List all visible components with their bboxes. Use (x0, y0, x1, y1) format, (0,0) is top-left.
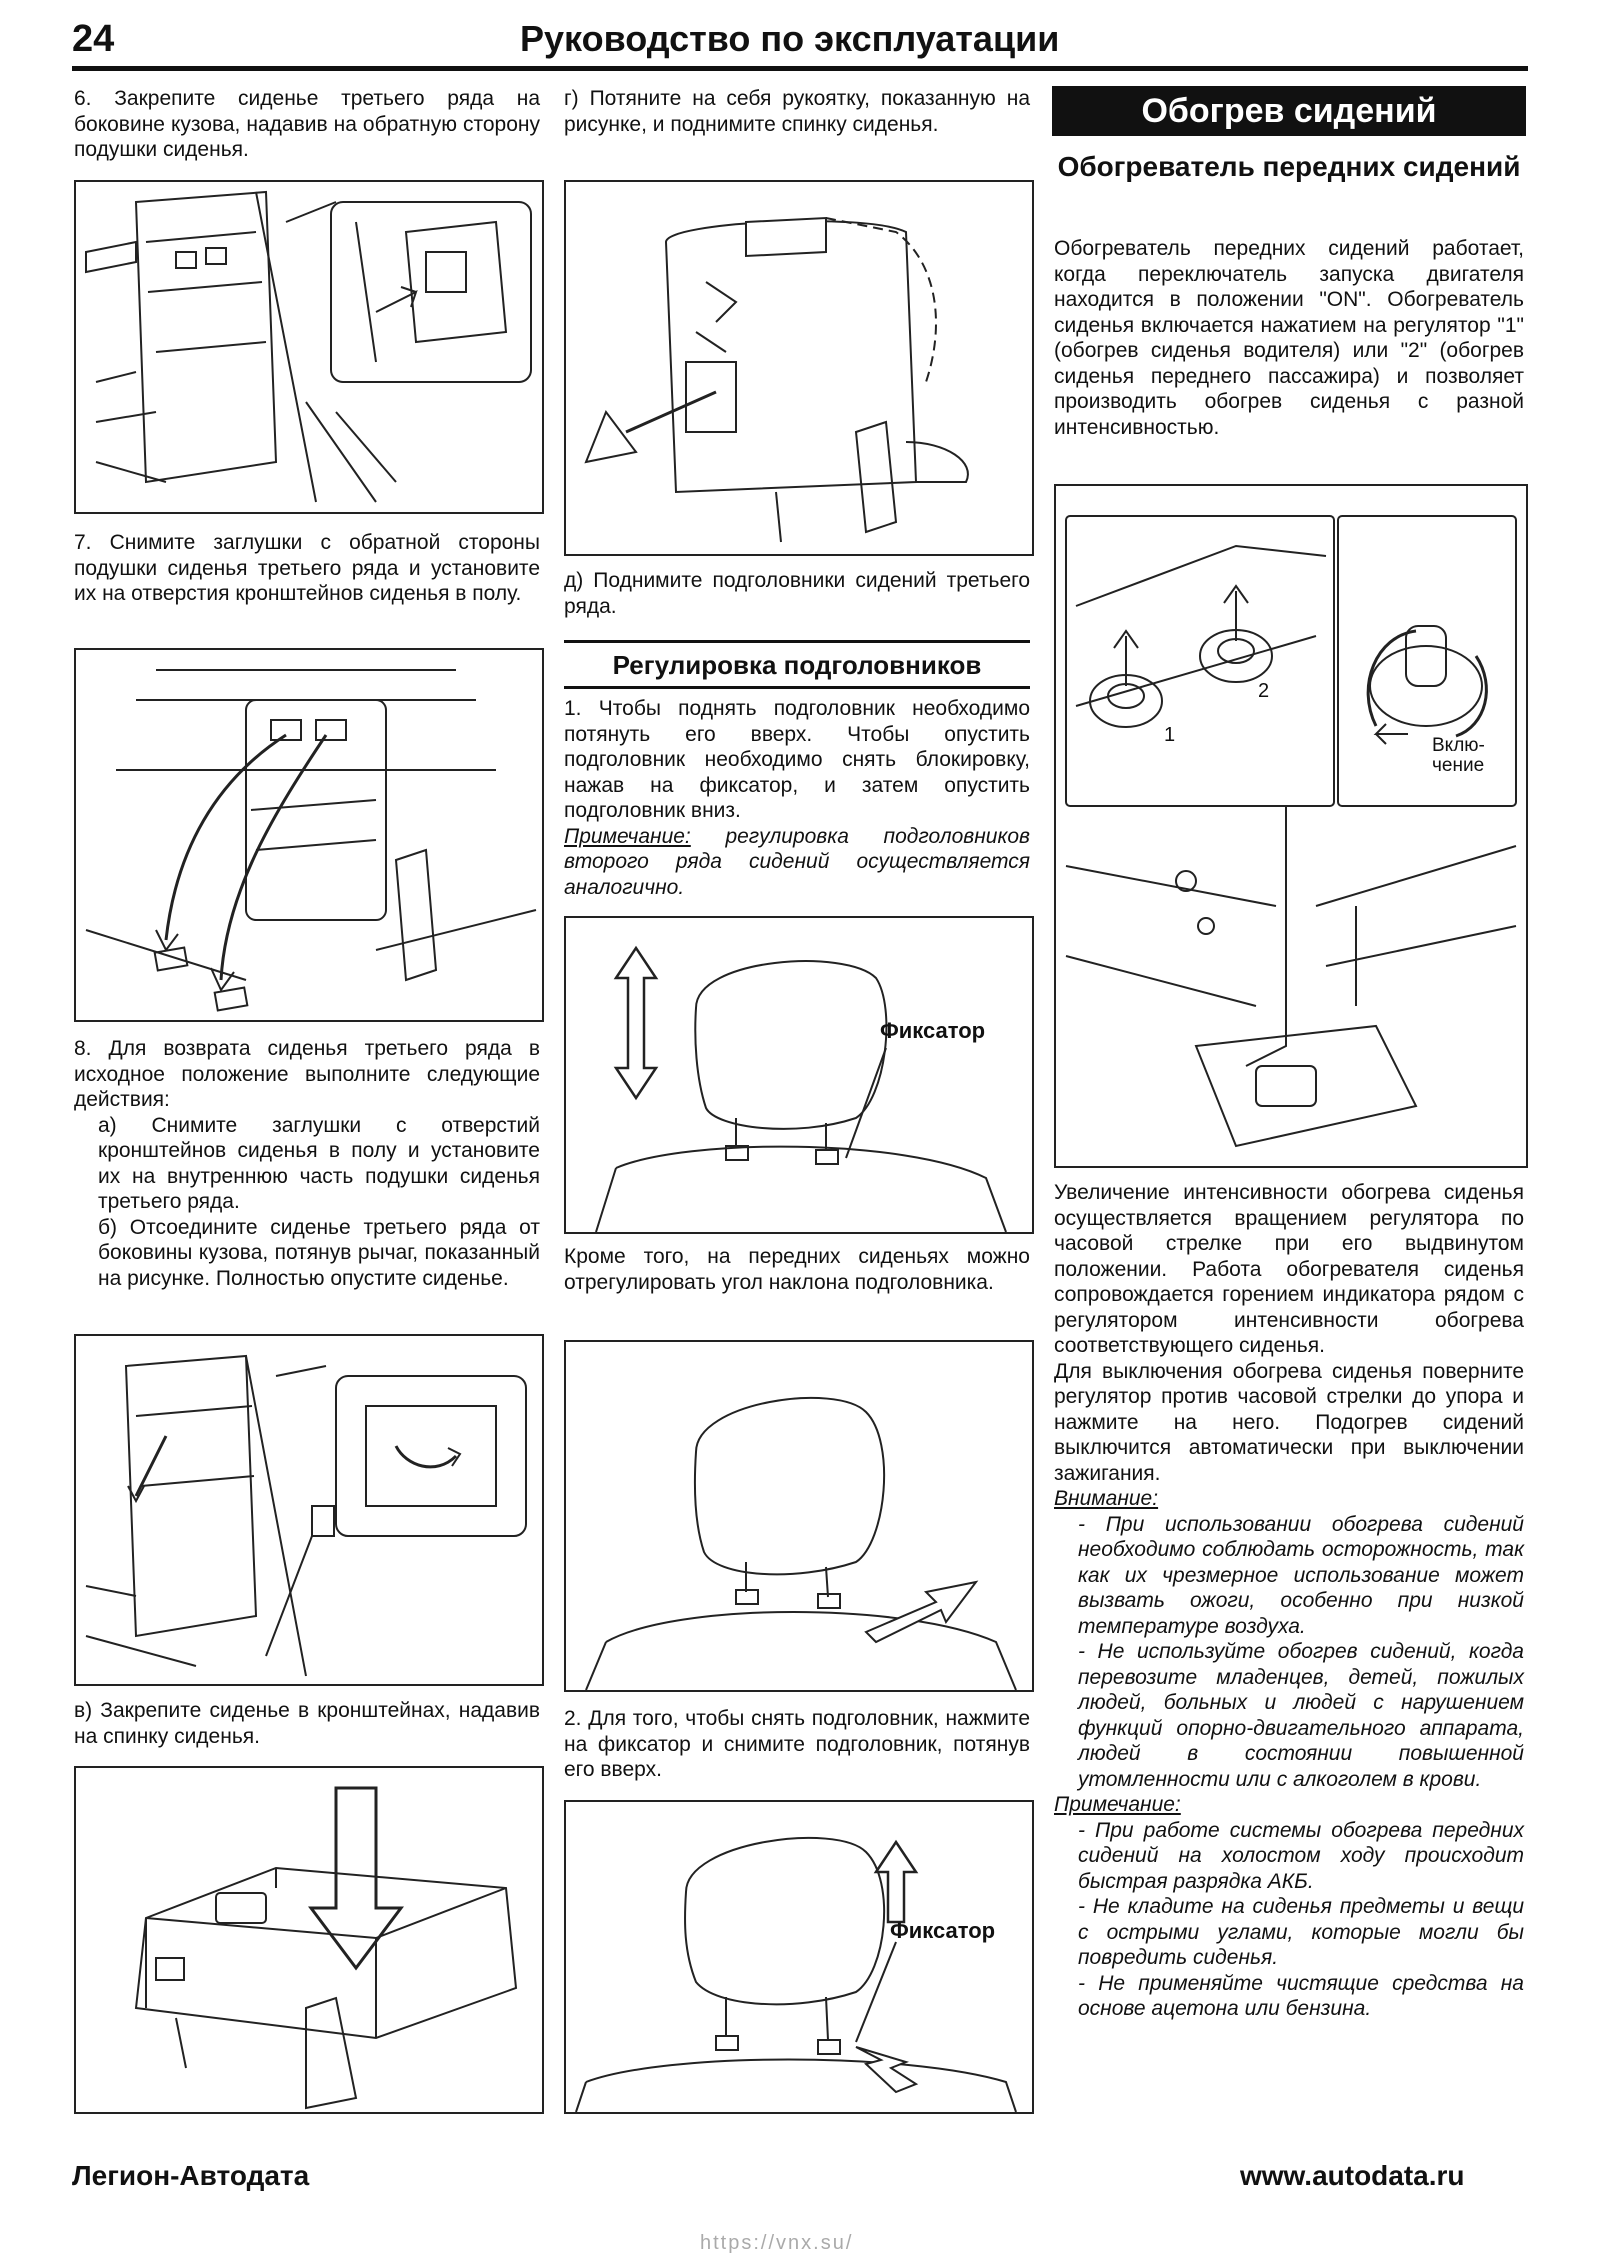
figure-label-on (1432, 736, 1485, 776)
warning-1: - При использовании обогрева сидений необходимо соблюдать осторожность, так как их чрезмерное использование может вызвать ожоги, особенно при низкой температуре воздуха. (1078, 1512, 1524, 1638)
heater-increase-text: Увеличение интенсивности обогрева сиденья осуществляется вращением регулятора по часовой стрелке при его выдвинутом положении. Работа обогревателя сиденья сопровождается горением индикатора рядом с регулятором интенсивности обогрева соответствующего сиденья. (1054, 1181, 1524, 1357)
note-label: Примечание: (564, 824, 691, 848)
note-text: регулировка подголовников второго ряда сидений осуществляется аналогично. (564, 824, 1030, 899)
step-8b: б) Отсоедините сиденье третьего ряда от боковины кузова, потянув рычаг, показанный на рисунке. Полностью опустите сиденье. (98, 1215, 540, 1290)
heater-operation-text (1054, 1180, 1524, 2022)
step-6-text: 6. Закрепите сиденье третьего ряда на боковине кузова, надавив на обратную сторону подушки сиденья. (74, 87, 540, 161)
step-7-text: 7. Снимите заглушки с обратной стороны подушки сиденья третьего ряда и установите их на отверстия кронштейнов сиденья в полу. (74, 531, 540, 605)
figure-label-fixator: Фиксатор (880, 1018, 986, 1043)
figure-label-fixator-2: Фиксатор (890, 1918, 996, 1943)
figure-headrest-adjust (564, 916, 1034, 1234)
section-bar-seat-heating: Обогрев сидений (1052, 86, 1526, 136)
note-1: - При работе системы обогрева передних сидений на холостом ходу происходит быстрая разрядка АКБ. (1078, 1818, 1524, 1893)
figure-label-on-line1: Вклю- (1432, 735, 1485, 756)
step-d-text: д) Поднимите подголовники сидений третьего ряда. (564, 569, 1030, 618)
headrest-step-1-text: 1. Чтобы поднять подголовник необходимо потянуть его вверх. Чтобы опустить подголовник необходимо снять блокировку, нажав на фиксатор, и затем опустить подголовник вниз. (564, 697, 1030, 822)
figure-heater-switches (1054, 484, 1528, 1168)
step-8-text (74, 1036, 540, 1291)
figure-num-2: 2 (1258, 680, 1270, 702)
section-headrest-title: Регулировка подголовников (612, 650, 982, 680)
step-g-text: г) Потяните на себя рукоятку, показанную на рисунке, и поднимите спинку сиденья. (564, 87, 1030, 136)
figure-label-on-line2: чение (1432, 755, 1485, 776)
warning-2: - Не используйте обогрев сидений, когда перевозите младенцев, детей, пожилых людей, больных и людей с нарушением функций опорно-двигательного аппарата, людей в состоянии повышенной утомленности или с алкоголем в крови. (1078, 1640, 1524, 1791)
footer-publisher: Легион-Автодата (72, 2160, 310, 2191)
figure-seat-plugs (74, 648, 544, 1022)
section-rule (564, 640, 1030, 643)
figure-headrest-tilt (564, 1340, 1034, 1692)
headrest-step-1 (564, 696, 1030, 900)
step-8v-text: в) Закрепите сиденье в кронштейнах, надавив на спинку сиденья. (74, 1699, 540, 1748)
footer-watermark: https://vnx.su/ (700, 2232, 854, 2254)
figure-headrest-remove (564, 1800, 1034, 2114)
note-label-heater: Примечание: (1054, 1793, 1181, 1816)
figure-seat-raise-back (564, 180, 1034, 556)
heater-off-text: Для выключения обогрева сиденья поверните регулятор против часовой стрелки до упора и нажмите на него. Подогрев сидений выключится автоматически при выключении зажигания. (1054, 1359, 1524, 1485)
heater-intro-text: Обогреватель передних сидений работает, когда переключатель запуска двигателя находится в положении "ON". Обогреватель сиденья включается нажатием на регулятор "1" (обогрев сиденья водителя) или "2" (обогрев сиденья переднего пассажира) и позволяет производить обогрев сиденья с разной интенсивностью. (1054, 237, 1524, 439)
headrest-tilt-text: Кроме того, на передних сиденьях можно отрегулировать угол наклона подголовника. (564, 1245, 1030, 1294)
headrest-step-2: 2. Для того, чтобы снять подголовник, нажмите на фиксатор и снимите подголовник, потянув его вверх. (564, 1707, 1030, 1781)
warning-label: Внимание: (1054, 1487, 1159, 1510)
figure-num-1: 1 (1164, 724, 1176, 746)
header-rule (72, 66, 1528, 71)
step-8a: а) Снимите заглушки с отверстий кронштейнов сиденья в полу и установите их на внутреннюю часть подушки сиденья третьего ряда. (98, 1113, 540, 1213)
figure-seat-release-lever (74, 1334, 544, 1686)
figure-seat-push-down (74, 1766, 544, 2114)
step-8-intro: 8. Для возврата сиденья третьего ряда в исходное положение выполните следующие действия: (74, 1037, 540, 1111)
figure-seat-fold-side (74, 180, 544, 514)
section-rule (564, 686, 1030, 689)
subsection-front-seat-heater: Обогреватель передних сидений (1057, 151, 1521, 182)
page-number: 24 (72, 18, 115, 60)
note-3: - Не применяйте чистящие средства на основе ацетона или бензина. (1078, 1971, 1524, 2020)
footer-website: www.autodata.ru (1240, 2160, 1465, 2191)
running-title: Руководство по эксплуатации (520, 18, 1060, 59)
note-2: - Не кладите на сиденья предметы и вещи с острыми углами, которые могли бы повредить сиденья. (1078, 1895, 1524, 1969)
